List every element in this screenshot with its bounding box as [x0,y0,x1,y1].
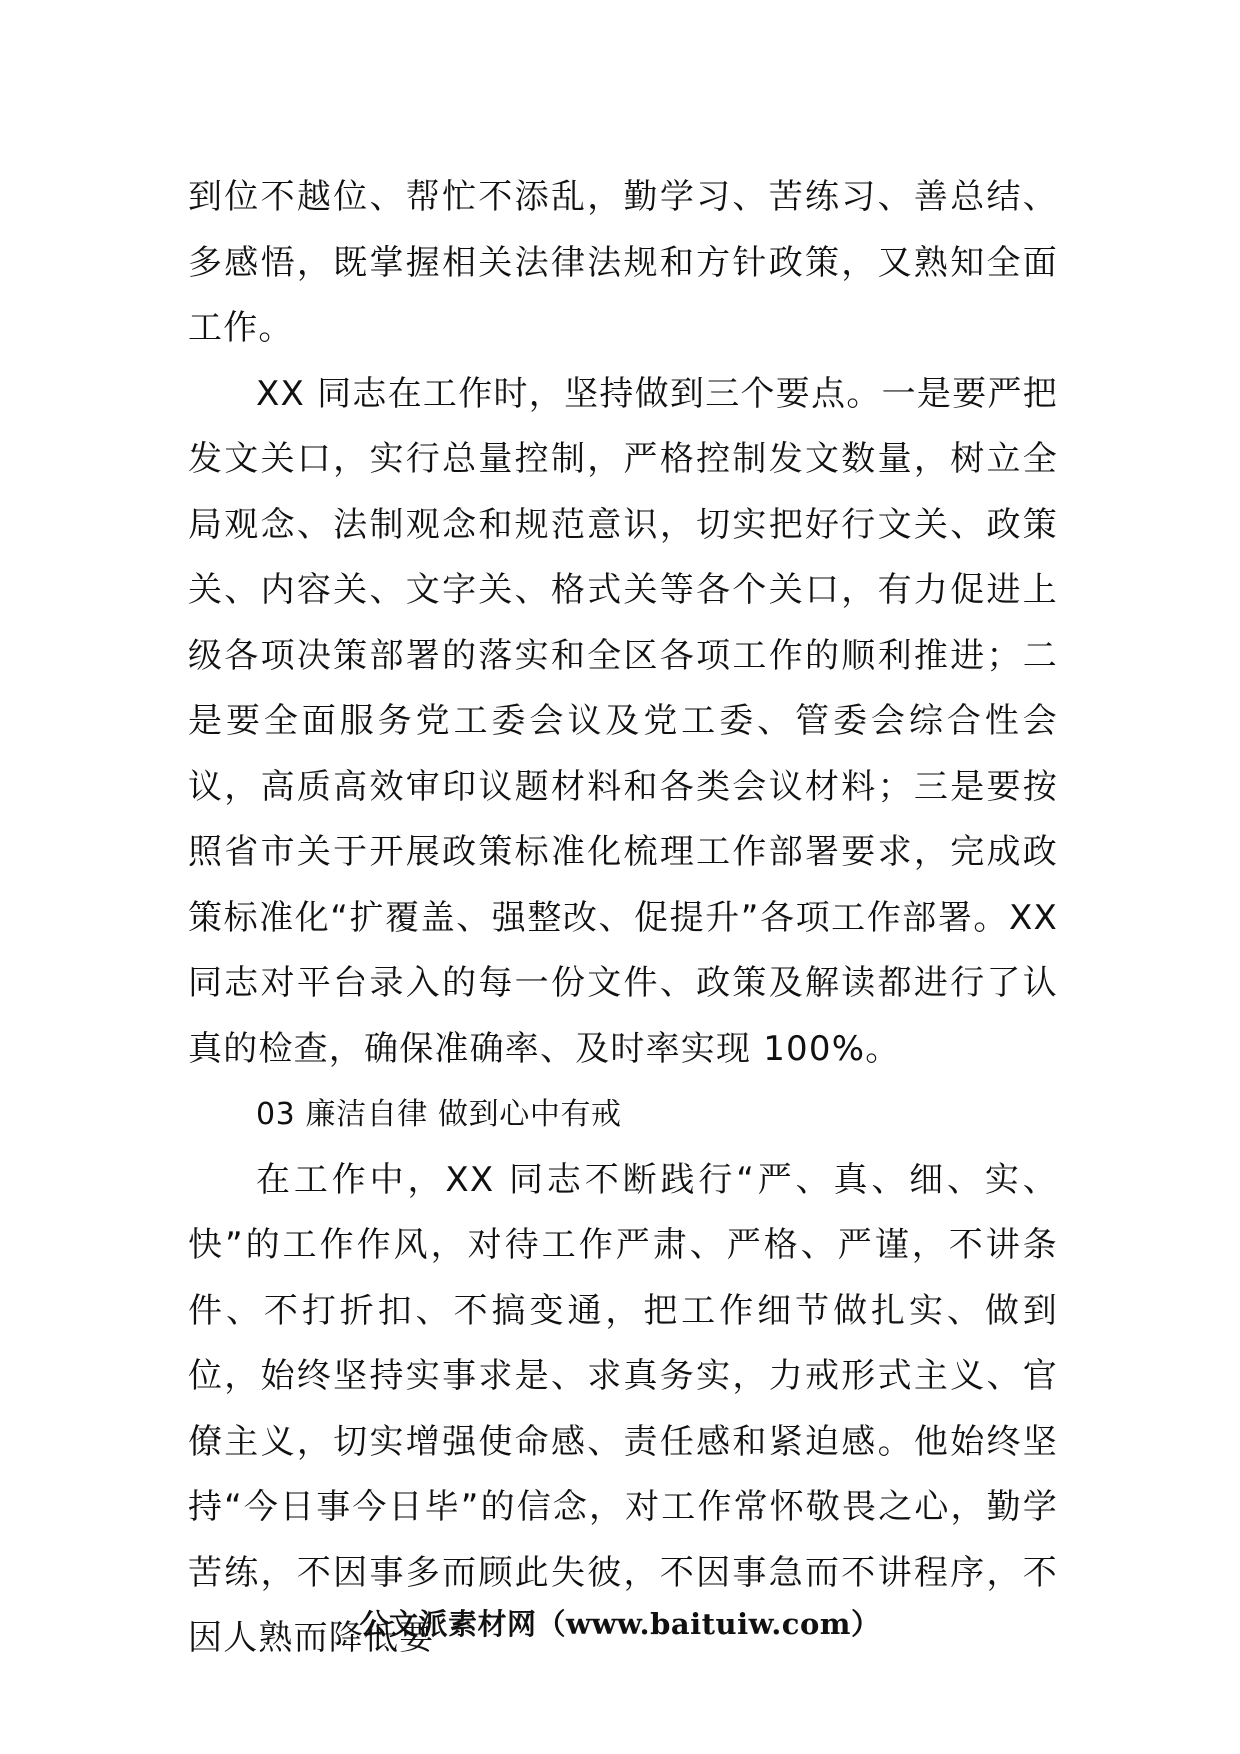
paragraph-continuation: 到位不越位、帮忙不添乱，勤学习、苦练习、善总结、多感悟，既掌握相关法律法规和方针政策，又熟知全面工作。 [188,177,1058,348]
page-footer-watermark: 公文派素材网（www.baituiw.com） [359,1607,881,1641]
paragraph-work-style: 在工作中，XX 同志不断践行“严、真、细、实、快”的工作作风，对待工作严肃、严格、严谨，不讲条件、不打折扣、不搞变通，把工作细节做扎实、做到位，始终坚持实事求是、求真务实，力戒形式主义、官僚主义，切实增强使命感、责任感和紧迫感。他始终坚持“今日事今日毕”的信念，对工作常怀敬畏之心，勤学苦练，不因事多而顾此失彼，不因事急而不讲程序，不因人熟而降低要 [188,1159,1058,1658]
paragraph-three-key-points: XX 同志在工作时，坚持做到三个要点。一是要严把发文关口，实行总量控制，严格控制发文数量，树立全局观念、法制观念和规范意识，切实把好行文关、政策关、内容关、文字关、格式关等各个关口，有力促进上级各项决策部署的落实和全区各项工作的顺利推进；二是要全面服务党工委会议及党工委、管委会综合性会议，高质高效审印议题材料和各类会议材料；三是要按照省市关于开展政策标准化梳理工作部署要求，完成政策标准化“扩覆盖、强整改、促提升”各项工作部署。XX 同志对平台录入的每一份文件、政策及解读都进行了认真的检查，确保准确率、及时率实现 100%。 [188,373,1058,1069]
document-body [188,165,1058,1672]
section-heading-integrity: 03 廉洁自律 做到心中有戒 [256,1097,622,1132]
